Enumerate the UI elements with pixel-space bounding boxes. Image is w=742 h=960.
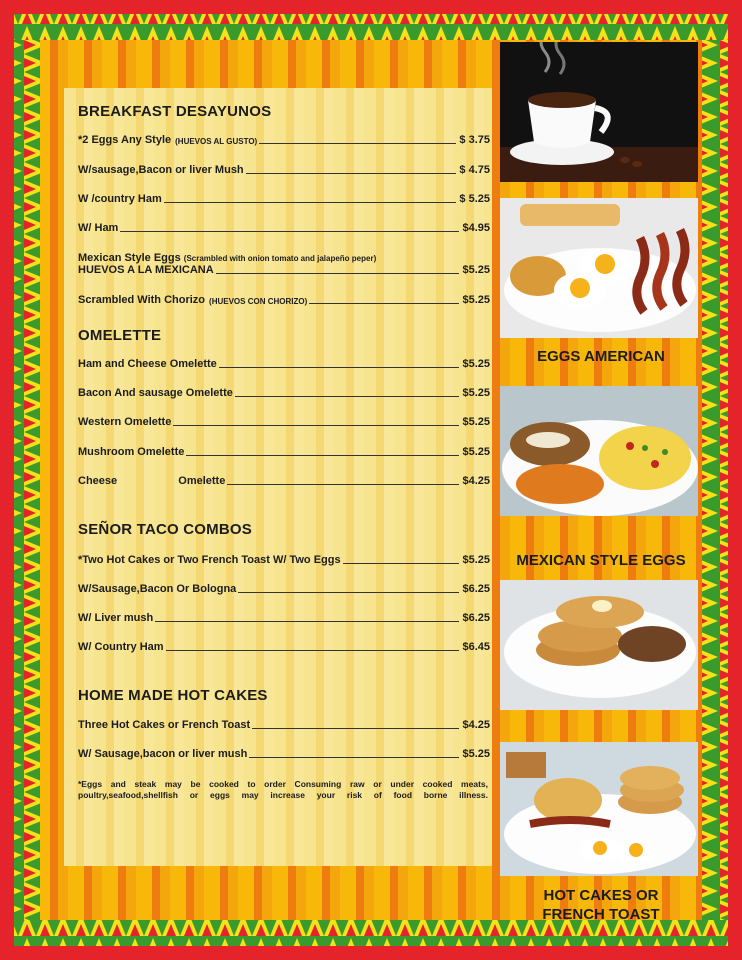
menu-item: W/sausage,Bacon or liver Mush $ 4.75 bbox=[78, 164, 490, 176]
mexican-eggs-photo bbox=[500, 386, 698, 516]
menu-item: W /country Ham $ 5.25 bbox=[78, 193, 490, 205]
caption-hot-cakes-line2: FRENCH TOAST bbox=[542, 906, 660, 923]
menu-item: Bacon And sausage Omelette $5.25 bbox=[78, 387, 490, 399]
section-title-omelette: OMELETTE bbox=[78, 327, 162, 344]
menu-item: Mexican Style Eggs (Scrambled with onion tomato and jalapeño peper) HUEVOS A LA MEXICANA $5.25 bbox=[78, 252, 490, 276]
hot-cakes-plate-photo bbox=[500, 742, 698, 876]
menu-item: Ham and Cheese Omelette $5.25 bbox=[78, 358, 490, 370]
menu-item: Scrambled With Chorizo (HUEVOS CON CHORIZO) $5.25 bbox=[78, 294, 490, 306]
caption-hot-cakes-line1: HOT CAKES OR bbox=[543, 887, 659, 904]
section-title-hotcakes: HOME MADE HOT CAKES bbox=[78, 687, 268, 704]
section-title-combos: SEÑOR TACO COMBOS bbox=[78, 521, 252, 538]
menu-item: Western Omelette $5.25 bbox=[78, 416, 490, 428]
menu-item: Cheese Omelette $4.25 bbox=[78, 475, 490, 487]
caption-eggs-american: EGGS AMERICAN bbox=[537, 348, 665, 365]
section-title-breakfast: BREAKFAST DESAYUNOS bbox=[78, 103, 272, 120]
eggs-bacon-photo bbox=[500, 198, 698, 338]
menu-item: W/ Liver mush $6.25 bbox=[78, 612, 490, 624]
menu-item: W/ Sausage,bacon or liver mush $5.25 bbox=[78, 748, 490, 760]
menu-item: W/ Ham $4.95 bbox=[78, 222, 490, 234]
menu-item: W/Sausage,Bacon Or Bologna $6.25 bbox=[78, 583, 490, 595]
pancakes-photo bbox=[500, 580, 698, 710]
coffee-cup-photo bbox=[500, 42, 698, 182]
menu-item: Three Hot Cakes or French Toast $4.25 bbox=[78, 719, 490, 731]
menu-item: Mushroom Omelette $5.25 bbox=[78, 446, 490, 458]
menu-item: *2 Eggs Any Style (HUEVOS AL GUSTO) $ 3.75 bbox=[78, 134, 490, 146]
food-safety-note: *Eggs and steak may be cooked to order Consuming raw or under cooked meats, poultry,seafood,shellfish or eggs may increase your risk of food borne illness. bbox=[78, 779, 488, 800]
caption-mexican-style-eggs: MEXICAN STYLE EGGS bbox=[516, 552, 686, 569]
caption-hot-cakes bbox=[500, 886, 702, 924]
menu-item: W/ Country Ham $6.45 bbox=[78, 641, 490, 653]
menu-item: *Two Hot Cakes or Two French Toast W/ Two Eggs $5.25 bbox=[78, 554, 490, 566]
